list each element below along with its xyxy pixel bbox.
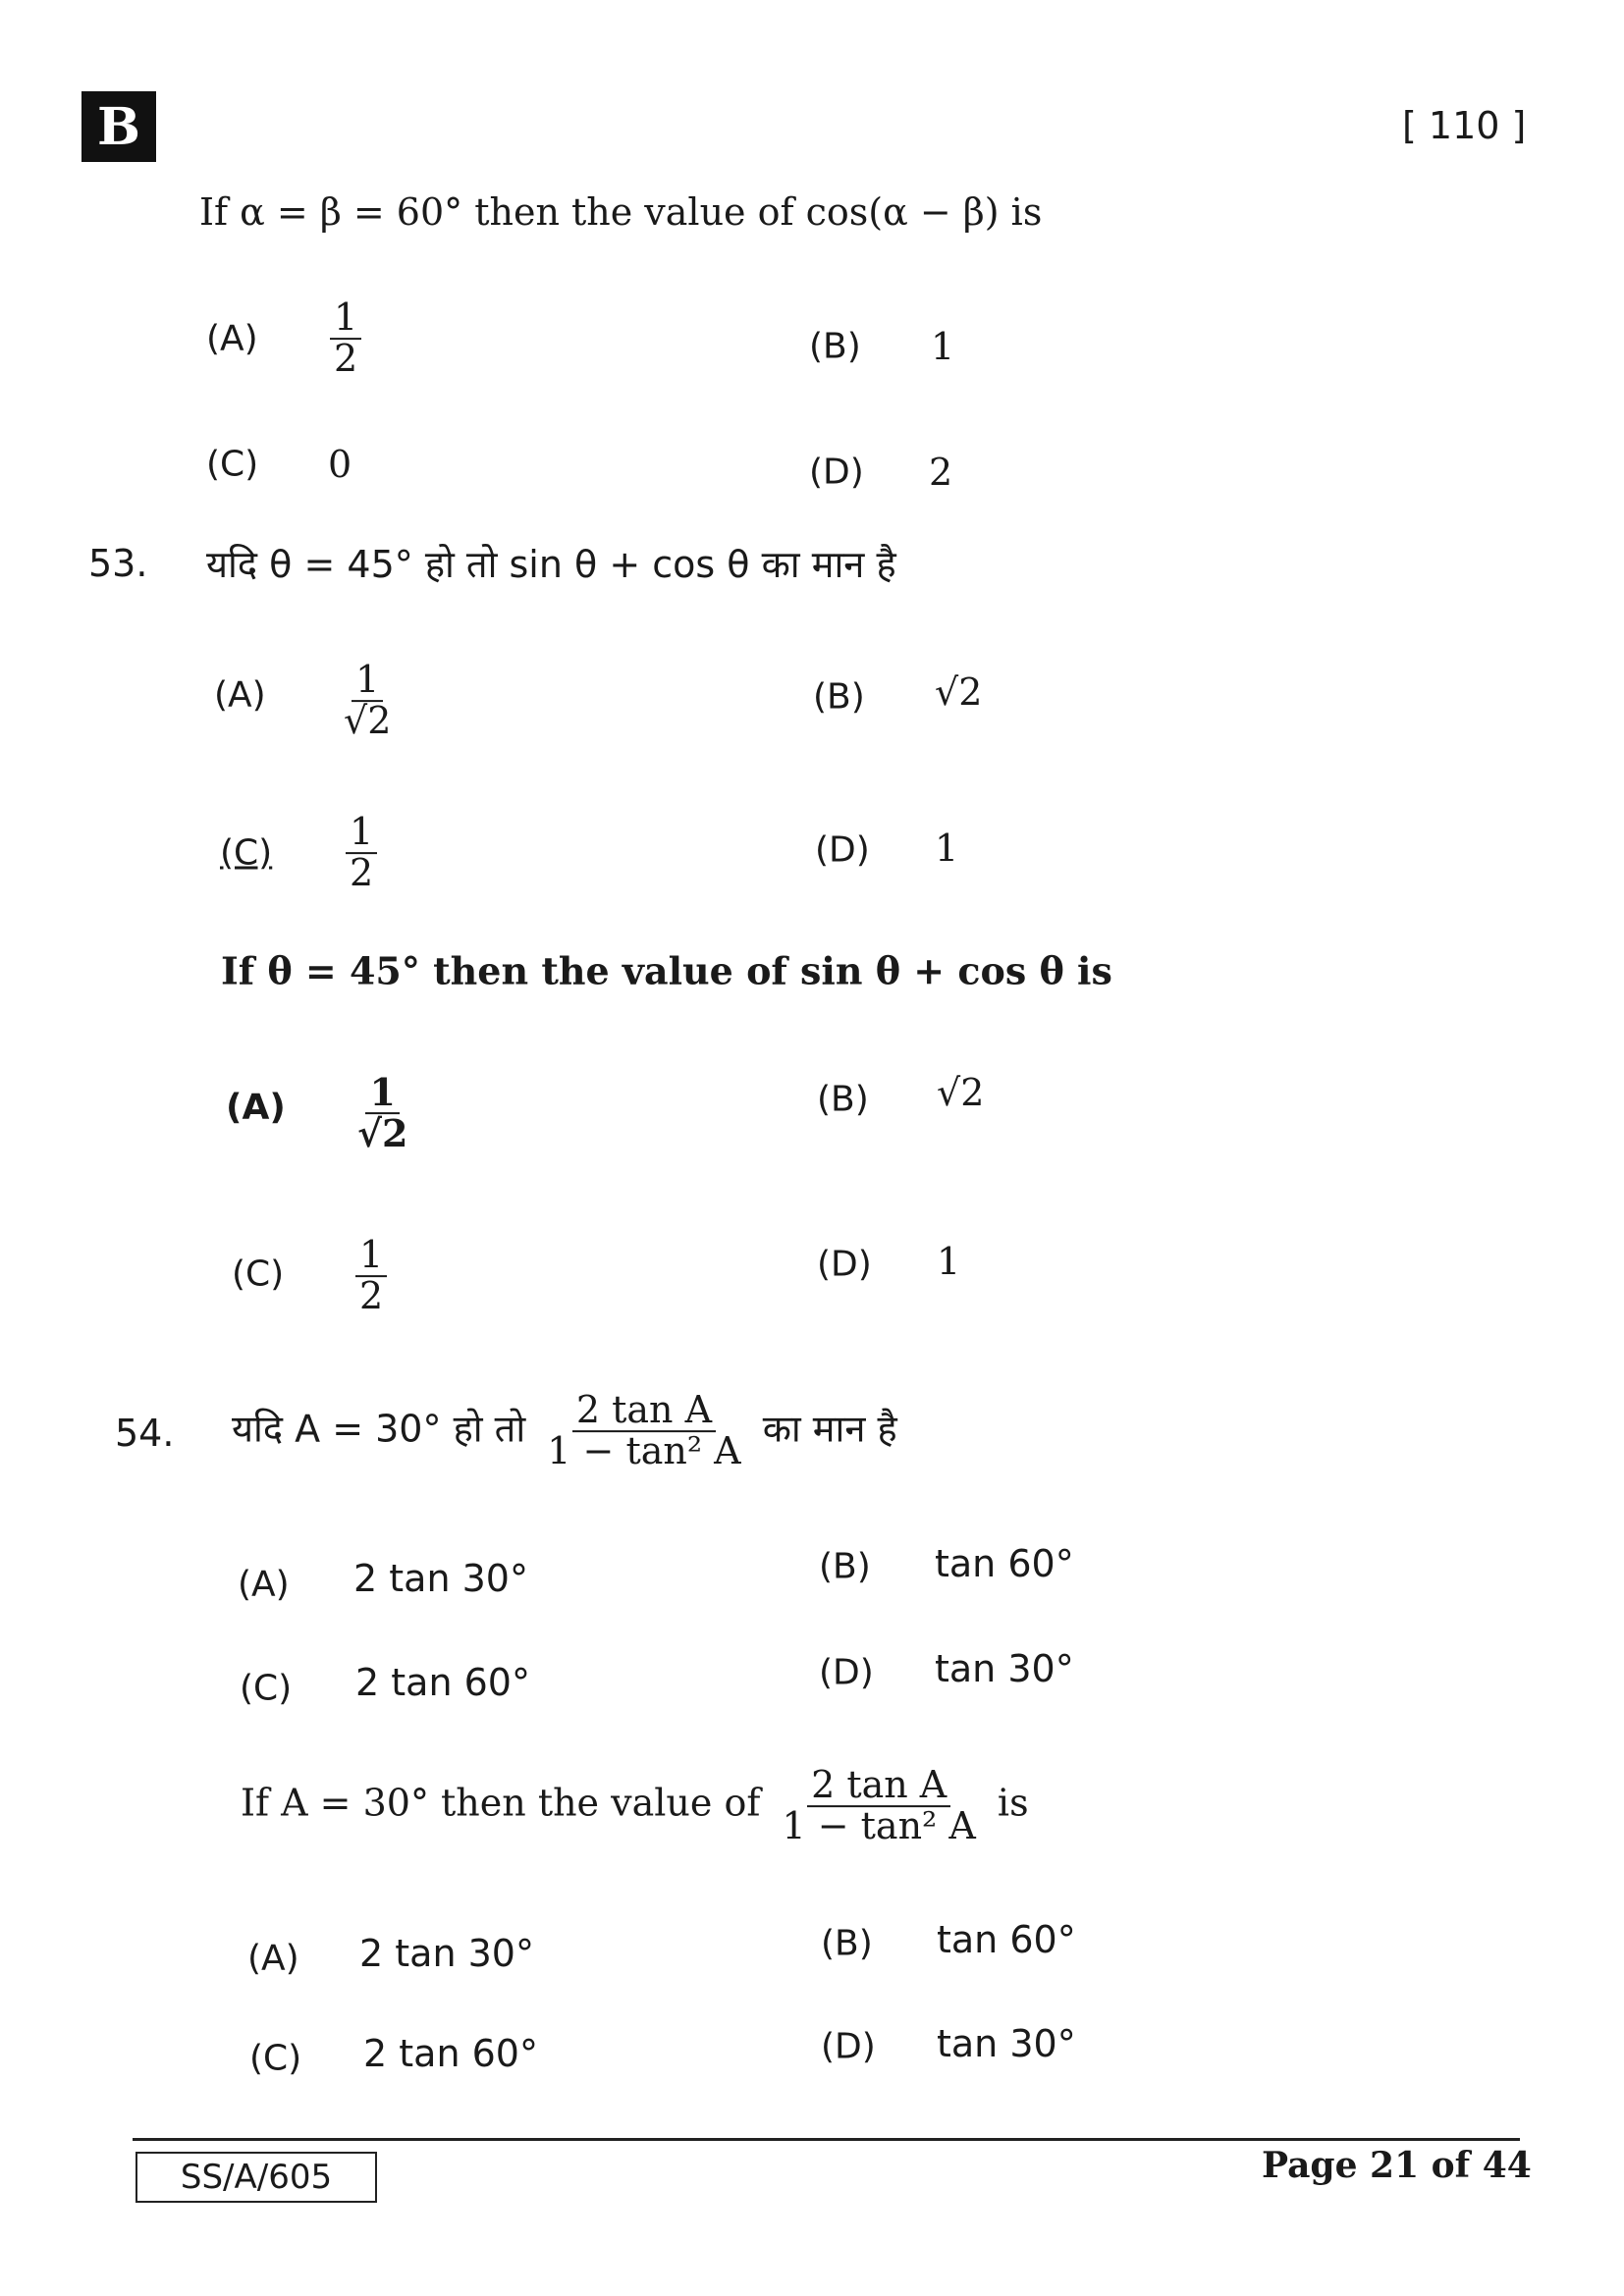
q54-hi-option-b-value: tan 60° — [935, 1542, 1074, 1585]
q53-english-stem: If θ = 45° then the value of sin θ + cos θ is — [221, 948, 1112, 993]
denominator: 2 — [350, 851, 374, 894]
q54-en-option-d-value: tan 30° — [937, 2022, 1076, 2065]
denominator: 1 − tan² A — [782, 1804, 976, 1847]
q53-hi-option-d-value: 1 — [935, 827, 959, 870]
denominator: √2 — [357, 1111, 408, 1155]
q53-hi-option-c-label: (C) — [220, 832, 273, 874]
q52-option-b-label: (B) — [809, 326, 861, 367]
stem-suffix: का मान है — [762, 1407, 897, 1451]
q52-option-a-value — [324, 295, 367, 380]
q54-hi-option-a-value: 2 tan 30° — [353, 1557, 528, 1600]
numerator: 1 — [330, 298, 361, 340]
q52-option-c-value: 0 — [328, 443, 352, 486]
stem-prefix: यदि A = 30° हो तो — [232, 1407, 526, 1451]
q53-hi-option-b-label: (B) — [813, 676, 865, 718]
q54-hi-option-a-label: (A) — [238, 1564, 290, 1605]
q54-hi-option-b-label: (B) — [819, 1546, 871, 1587]
numerator: 1 — [352, 661, 383, 702]
q52-option-d-label: (D) — [809, 452, 864, 493]
q53-hi-option-b-value: √2 — [935, 670, 983, 714]
denominator: 2 — [334, 337, 358, 380]
q52-option-d-value: 2 — [929, 451, 953, 494]
numerator: 1 — [355, 1236, 387, 1277]
q53-hi-option-a-label: (A) — [214, 674, 266, 716]
q53-en-option-b-label: (B) — [817, 1079, 869, 1120]
q54-english-stem — [241, 1763, 1029, 1847]
q54-hi-option-c-label: (C) — [240, 1668, 293, 1709]
q53-number: 53. — [88, 542, 148, 585]
q54-hi-option-d-value: tan 30° — [935, 1647, 1074, 1690]
q54-number: 54. — [115, 1412, 175, 1455]
q53-hi-option-d-label: (D) — [815, 829, 870, 871]
denominator: 1 − tan² A — [547, 1429, 741, 1472]
numerator: 1 — [365, 1073, 399, 1114]
set-badge: B — [81, 91, 156, 162]
q53-en-option-c-label: (C) — [232, 1254, 285, 1295]
q54-hi-option-c-value: 2 tan 60° — [355, 1661, 530, 1704]
q52-option-b-value: 1 — [931, 325, 955, 368]
q54-en-option-a-value: 2 tan 30° — [359, 1932, 534, 1975]
q53-en-option-d-label: (D) — [817, 1244, 872, 1285]
q54-en-option-a-label: (A) — [247, 1938, 299, 1979]
paper-code-box: SS/A/605 — [135, 2152, 377, 2203]
numerator: 2 tan A — [807, 1766, 950, 1807]
stem-suffix: is — [997, 1781, 1029, 1825]
denominator: 2 — [359, 1274, 384, 1317]
stem-prefix: If A = 30° then the value of — [241, 1781, 761, 1825]
q53-en-option-c-value — [350, 1233, 393, 1317]
q52-option-a-label: (A) — [206, 318, 258, 359]
q54-en-option-b-label: (B) — [821, 1923, 873, 1964]
page-number: Page 21 of 44 — [1262, 2145, 1532, 2186]
q54-en-option-b-value: tan 60° — [937, 1918, 1076, 1961]
q53-en-option-a-value — [348, 1070, 417, 1155]
q54-hi-option-d-label: (D) — [819, 1652, 874, 1693]
q53-en-option-b-value: √2 — [937, 1071, 985, 1114]
q53-hindi-stem: यदि θ = 45° हो तो sin θ + cos θ का मान है — [206, 543, 896, 586]
q52-english-stem: If α = β = 60° then the value of cos(α − β) is — [199, 190, 1043, 234]
footer-divider — [133, 2138, 1520, 2141]
q54-hindi-stem — [232, 1388, 897, 1472]
q52-option-c-label: (C) — [206, 444, 259, 485]
denominator: √2 — [344, 699, 392, 742]
q54-en-option-d-label: (D) — [821, 2026, 876, 2067]
q54-en-option-c-label: (C) — [249, 2038, 302, 2079]
q53-hi-option-c-value — [340, 810, 383, 894]
q53-en-option-d-value: 1 — [937, 1240, 961, 1283]
q54-en-option-c-value: 2 tan 60° — [363, 2032, 538, 2075]
page-code: [ 110 ] — [1402, 104, 1527, 147]
q53-hi-option-a-value — [334, 658, 401, 742]
numerator: 1 — [346, 813, 377, 854]
numerator: 2 tan A — [572, 1391, 716, 1432]
q53-en-option-a-label: (A) — [226, 1087, 286, 1128]
